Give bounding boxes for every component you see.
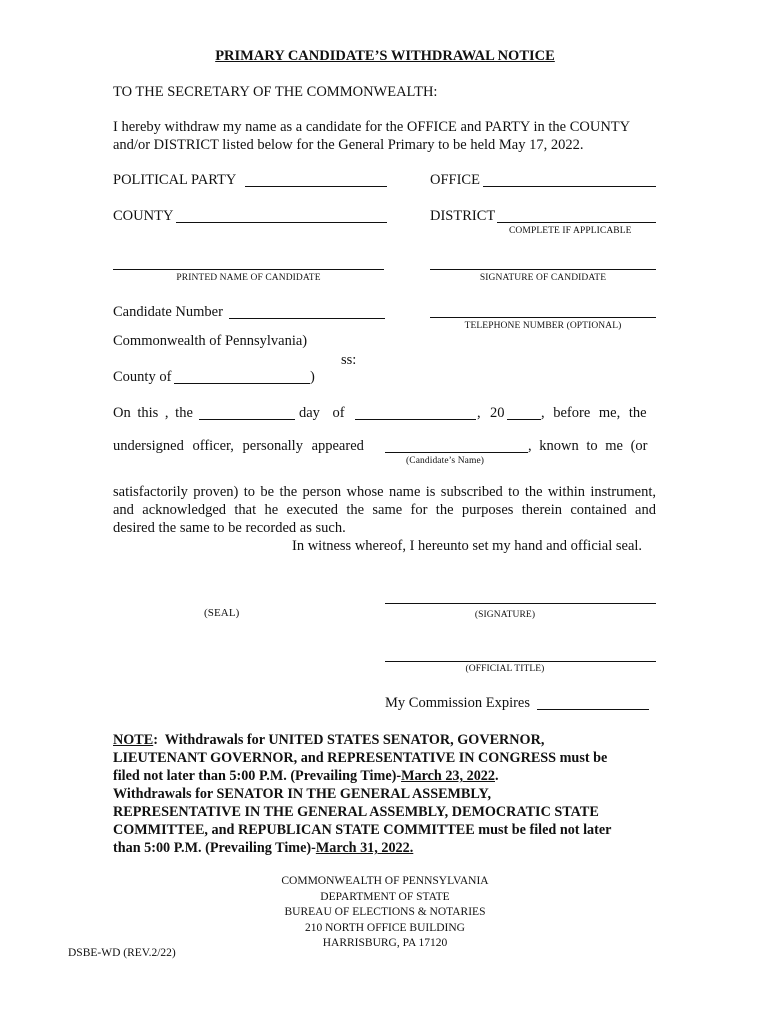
notary-signature-label: (SIGNATURE) — [474, 610, 536, 620]
candidate-number-label: Candidate Number — [113, 304, 223, 320]
commission-field[interactable] — [537, 709, 649, 710]
political-party-field[interactable] — [245, 186, 387, 187]
note-line-6: COMMITTEE, and REPUBLICAN STATE COMMITTEE must be filed not later — [113, 822, 612, 838]
ack-month-field[interactable] — [355, 419, 476, 420]
note-label: NOTE — [113, 732, 154, 748]
telephone-field[interactable] — [430, 317, 656, 318]
district-label: DISTRICT — [430, 208, 496, 224]
candidate-name-note: (Candidate’s Name) — [406, 456, 485, 466]
form-id: DSBE-WD (REV.2/22) — [68, 947, 176, 959]
venue-ss: ss: — [341, 352, 357, 368]
candidate-signature-field[interactable] — [430, 269, 656, 270]
addressee: TO THE SECRETARY OF THE COMMONWEALTH: — [113, 84, 438, 100]
ack-on-this: On this , the — [113, 405, 193, 421]
ack-appeared: undersigned officer, personally appeared — [113, 438, 364, 454]
deadline-date-2: March 31, 2022. — [315, 840, 414, 856]
ack-candidate-name-field[interactable] — [385, 452, 528, 453]
venue-county-field[interactable] — [174, 383, 310, 384]
address-line: COMMONWEALTH OF PENNSYLVANIA — [281, 875, 489, 887]
county-label: COUNTY — [113, 208, 174, 224]
venue-commonwealth: Commonwealth of Pennsylvania) — [113, 333, 308, 349]
office-field[interactable] — [483, 186, 656, 187]
intro-line-1: I hereby withdraw my name as a candidate for the OFFICE and PARTY in the COUNTY — [113, 119, 631, 135]
district-note: COMPLETE IF APPLICABLE — [509, 226, 632, 236]
form-title: PRIMARY CANDIDATE’S WITHDRAWAL NOTICE — [215, 48, 555, 64]
address-line: DEPARTMENT OF STATE — [320, 890, 450, 903]
office-label: OFFICE — [430, 172, 480, 188]
note-line-3: filed not later than 5:00 P.M. (Prevailing Time)-March 23, 2022. — [113, 768, 499, 784]
note-line-7: than 5:00 P.M. (Prevailing Time)-March 31, 2022. — [113, 840, 414, 856]
address-line: BUREAU OF ELECTIONS & NOTARIES — [284, 906, 486, 918]
county-field[interactable] — [176, 222, 387, 223]
political-party-label: POLITICAL PARTY — [113, 172, 237, 188]
official-title-label: (OFFICIAL TITLE) — [465, 664, 545, 674]
printed-name-field[interactable] — [113, 269, 384, 270]
ack-year-field[interactable] — [507, 419, 541, 420]
ack-comma: , — [477, 405, 481, 421]
seal-label: (SEAL) — [204, 607, 240, 619]
official-title-field[interactable] — [385, 661, 656, 662]
telephone-label: TELEPHONE NUMBER (OPTIONAL) — [464, 321, 622, 331]
ack-day-of: day of — [299, 405, 345, 421]
note-line-2: LIEUTENANT GOVERNOR, and REPRESENTATIVE IN CONGRESS must be — [113, 750, 608, 766]
ack-day-field[interactable] — [199, 419, 295, 420]
note-line-4: Withdrawals for SENATOR IN THE GENERAL ASSEMBLY, — [113, 786, 492, 802]
witness-line: In witness whereof, I hereunto set my hand and official seal. — [292, 538, 643, 554]
ack-year-prefix: 20 — [490, 405, 505, 421]
candidate-signature-label: SIGNATURE OF CANDIDATE — [479, 273, 607, 283]
printed-name-label: PRINTED NAME OF CANDIDATE — [176, 273, 321, 283]
address-line: 210 NORTH OFFICE BUILDING — [305, 921, 465, 934]
ack-known: , known to me (or — [528, 438, 648, 454]
candidate-number-field[interactable] — [229, 318, 385, 319]
ack-paragraph-line-1: satisfactorily proven) to be the person whose name is subscribed to the within instrument, — [113, 484, 656, 500]
ack-paragraph-line-3: desired the same to be recorded as such. — [113, 520, 346, 536]
address-block — [230, 874, 540, 952]
note-line-5: REPRESENTATIVE IN THE GENERAL ASSEMBLY, DEMOCRATIC STATE — [113, 804, 599, 820]
address-line: HARRISBURG, PA 17120 — [322, 937, 448, 949]
venue-county-close: ) — [310, 369, 315, 385]
note-line-1: NOTE: Withdrawals for UNITED STATES SENATOR, GOVERNOR, — [113, 732, 545, 748]
ack-before-me: , before me, the — [541, 405, 647, 421]
deadline-date-1: March 23, 2022 — [401, 768, 495, 784]
district-field[interactable] — [497, 222, 656, 223]
intro-line-2: and/or DISTRICT listed below for the General Primary to be held May 17, 2022. — [113, 137, 584, 153]
notary-signature-field[interactable] — [385, 603, 656, 604]
ack-paragraph-line-2: and acknowledged that he executed the same for the purposes therein contained and — [113, 502, 656, 518]
venue-county-label: County of — [113, 369, 172, 385]
commission-label: My Commission Expires — [385, 695, 531, 711]
